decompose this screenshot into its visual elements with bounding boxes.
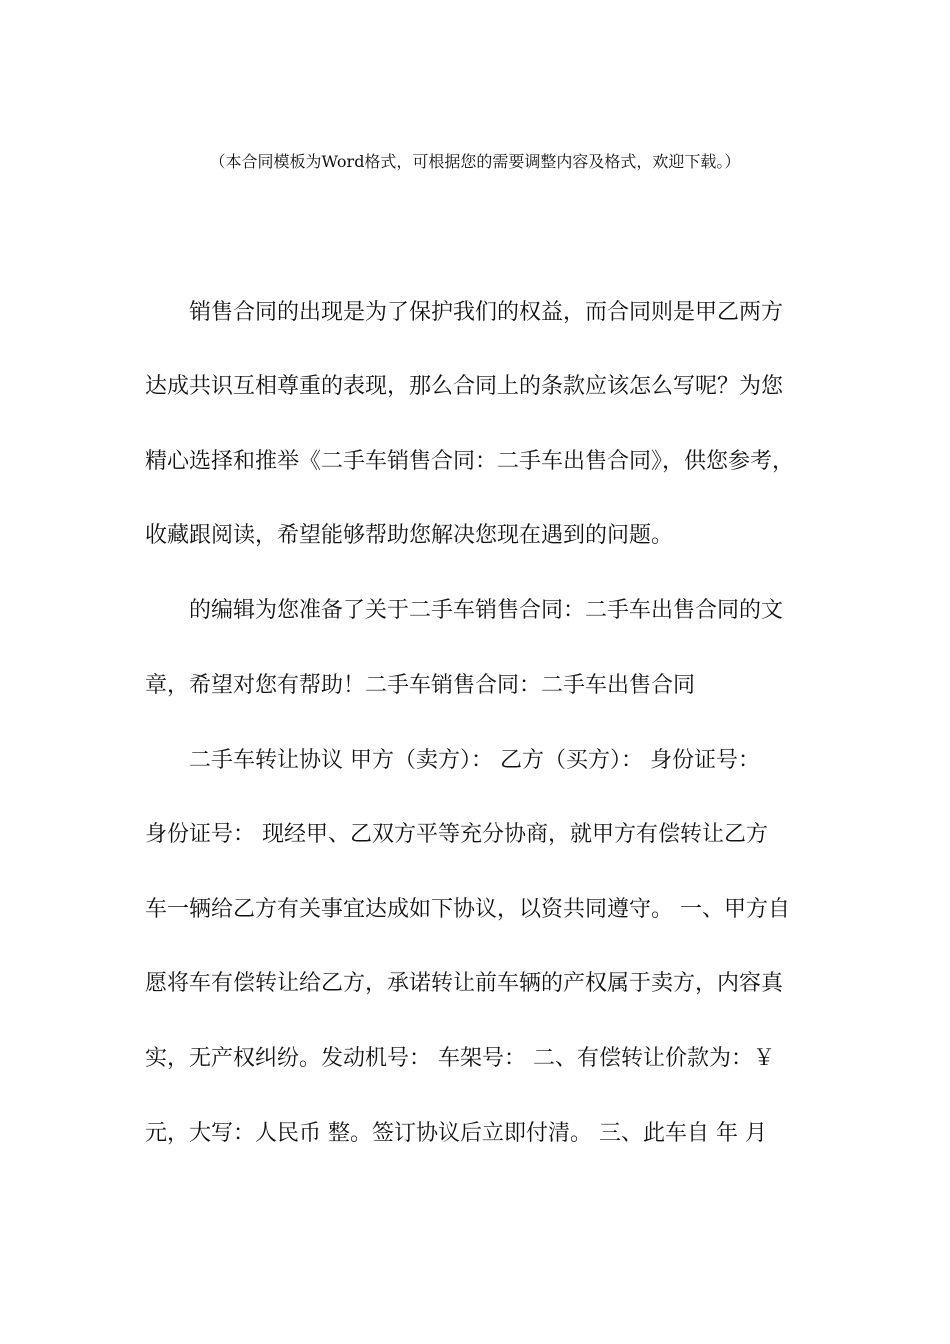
paragraph-3-line-2: 身份证号： 现经甲、乙双方平等充分协商，就甲方有偿转让乙方: [145, 822, 768, 847]
paragraph-1-line-1: 销售合同的出现是为了保护我们的权益，而合同则是甲乙两方: [189, 300, 784, 325]
paragraph-3-line-6: 元，大写：人民币 整。签订协议后立即付清。 三、此车自 年 月: [145, 1121, 767, 1146]
template-note: （本合同模板为Word格式，可根据您的需要调整内容及格式，欢迎下载。）: [209, 152, 741, 171]
paragraph-3-line-5: 实，无产权纠纷。发动机号： 车架号： 二、有偿转让价款为：￥: [145, 1046, 775, 1071]
paragraph-1-line-4: 收藏跟阅读，希望能够帮助您解决您现在遇到的问题。: [145, 523, 674, 548]
paragraph-3-line-3: 车一辆给乙方有关事宜达成如下协议，以资共同遵守。 一、甲方自: [145, 897, 790, 922]
paragraph-2-line-1: 的编辑为您准备了关于二手车销售合同：二手车出售合同的文: [189, 598, 784, 623]
paragraph-3-line-4: 愿将车有偿转让给乙方，承诺转让前车辆的产权属于卖方，内容真: [145, 971, 784, 996]
paragraph-3-line-1: 二手车转让协议 甲方（卖方）： 乙方（买方）： 身份证号：: [189, 748, 760, 773]
paragraph-1-line-3: 精心选择和推举《二手车销售合同：二手车出售合同》，供您参考，: [145, 449, 795, 474]
paragraph-1-line-2: 达成共识互相尊重的表现，那么合同上的条款应该怎么写呢？为您: [145, 374, 784, 399]
paragraph-2-line-2: 章，希望对您有帮助！二手车销售合同：二手车出售合同: [145, 673, 696, 698]
